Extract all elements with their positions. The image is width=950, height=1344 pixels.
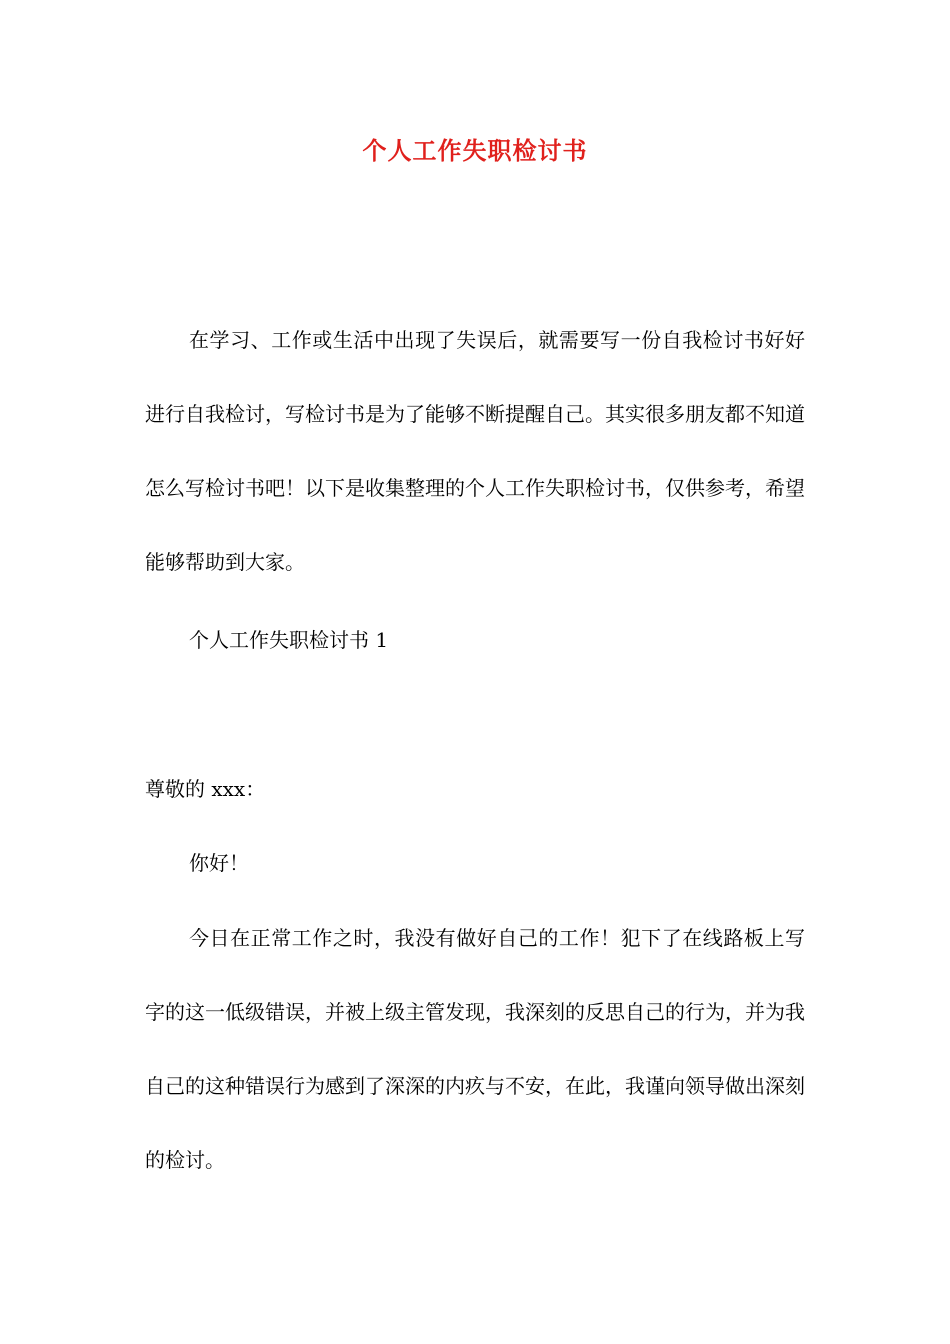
- section-subtitle: 个人工作失职检讨书 1: [189, 628, 389, 652]
- body-paragraph: 今日在正常工作之时，我没有做好自己的工作！犯下了在线路板上写字的这一低级错误，并被上级主管发现，我深刻的反思自己的行为，并为我自己的这种错误行为感到了深深的内疚与不安，在此，我谨向领导做出深刻的检讨。: [145, 926, 805, 1172]
- document-title: 个人工作失职检讨书: [362, 136, 588, 165]
- intro-paragraph: 在学习、工作或生活中出现了失误后，就需要写一份自我检讨书好好进行自我检讨，写检讨书是为了能够不断提醒自己。其实很多朋友都不知道怎么写检讨书吧！以下是收集整理的个人工作失职检讨书，仅供参考，希望能够帮助到大家。: [145, 328, 805, 574]
- salutation: 尊敬的 xxx：: [145, 777, 266, 801]
- greeting: 你好！: [189, 851, 249, 875]
